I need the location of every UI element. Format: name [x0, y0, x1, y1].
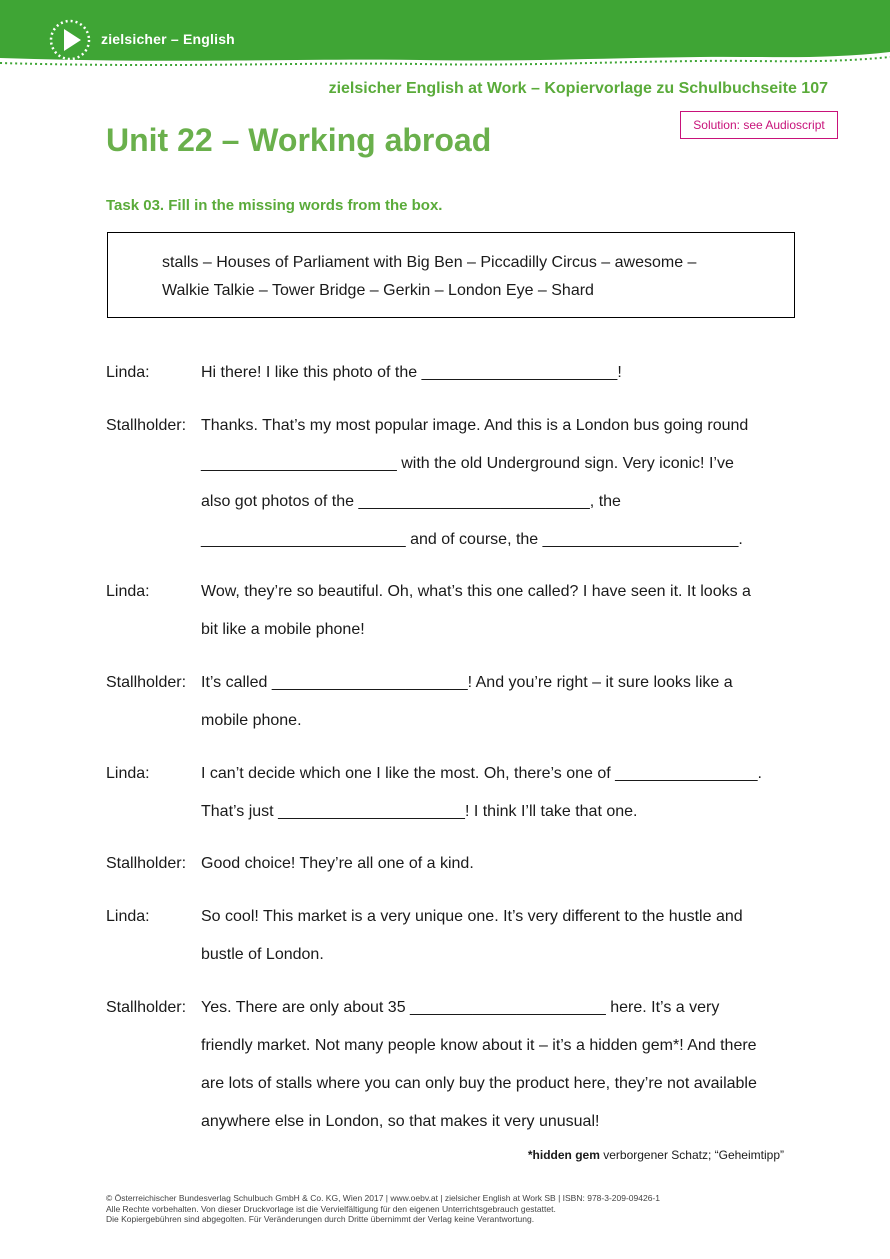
solution-note: Solution: see Audioscript	[680, 111, 838, 139]
footer-line: © Österreichischer Bundesverlag Schulbuch GmbH & Co. KG, Wien 2017 | www.oebv.at | zielsicher English at Work SB | ISBN: 978-3-209-09426-1	[106, 1193, 660, 1203]
dialogue-line: So cool! This market is a very unique one. It’s very different to the hustle and	[201, 908, 743, 925]
speaker-label: Stallholder:	[106, 674, 187, 691]
dialogue-line: _______________________ and of course, the ______________________.	[201, 531, 743, 548]
speaker-label: Linda:	[106, 908, 150, 925]
speaker-label: Stallholder:	[106, 999, 187, 1016]
dialogue-line: Good choice! They’re all one of a kind.	[201, 855, 474, 872]
dialogue-line: mobile phone.	[201, 712, 302, 729]
speaker-label: Stallholder:	[106, 855, 187, 872]
dialogue-line: are lots of stalls where you can only buy the product here, they’re not available	[201, 1075, 757, 1092]
dialogue-line: Yes. There are only about 35 ______________________ here. It’s a very	[201, 999, 720, 1016]
speaker-label: Linda:	[106, 765, 150, 782]
dialogue-line: bustle of London.	[201, 946, 324, 963]
page-title: Unit 22 – Working abroad	[106, 122, 492, 158]
footnote-definition: verborgener Schatz; “Geheimtipp”	[599, 1148, 784, 1162]
dialogue-line: I can’t decide which one I like the most. Oh, there’s one of ________________.	[201, 765, 762, 782]
dialogue-line: It’s called ______________________! And you’re right – it sure looks like a	[201, 674, 733, 691]
copyright-footer	[106, 1193, 660, 1225]
dialogue-line: anywhere else in London, so that makes it very unusual!	[201, 1113, 600, 1130]
footer-line: Alle Rechte vorbehalten. Von dieser Druckvorlage ist die Vervielfältigung für den eigenen Unterrichtsgebrauch gestattet.	[106, 1203, 556, 1214]
play-logo-icon	[48, 18, 92, 62]
word-box	[107, 232, 795, 318]
dialogue-line: That’s just _____________________! I think I’ll take that one.	[201, 803, 638, 820]
dialogue-line: ______________________ with the old Underground sign. Very iconic! I’ve	[201, 455, 734, 472]
speaker-label: Linda:	[106, 364, 150, 381]
footnote	[528, 1148, 784, 1162]
task-instruction: Task 03. Fill in the missing words from the box.	[106, 197, 443, 214]
dialogue-line: also got photos of the __________________________, the	[201, 493, 621, 510]
dialogue-line: Thanks. That’s my most popular image. And this is a London bus going round	[201, 417, 749, 434]
dialogue-line: bit like a mobile phone!	[201, 621, 365, 638]
word-box-line: stalls – Houses of Parliament with Big Ben – Piccadilly Circus – awesome –	[162, 254, 697, 271]
dialogue-line: Hi there! I like this photo of the ______________________!	[201, 364, 622, 381]
footnote-term: *hidden gem	[527, 1148, 600, 1162]
word-box-line: Walkie Talkie – Tower Bridge – Gerkin – London Eye – Shard	[162, 282, 594, 299]
footer-line: Die Kopiergebühren sind abgegolten. Für Veränderungen durch Dritte übernimmt der Verlag keine Verantwortung.	[106, 1214, 535, 1224]
worksheet-subtitle: zielsicher English at Work – Kopiervorlage zu Schulbuchseite 107	[328, 80, 828, 97]
speaker-label: Stallholder:	[106, 417, 187, 434]
dialogue-line: friendly market. Not many people know about it – it’s a hidden gem*! And there	[201, 1037, 757, 1054]
dialogue-line: Wow, they’re so beautiful. Oh, what’s this one called? I have seen it. It looks a	[201, 583, 751, 600]
brand-name: zielsicher – English	[101, 31, 235, 47]
speaker-label: Linda:	[106, 583, 150, 600]
